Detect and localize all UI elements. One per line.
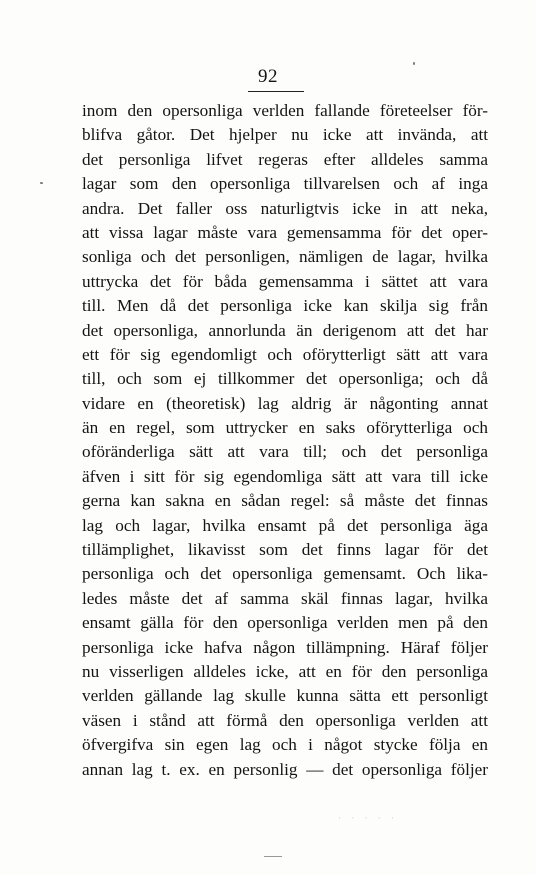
text-line: verlden gällande lag skulle kunna sätta ett personligt bbox=[82, 686, 488, 706]
text-line: annan lag t. ex. en personlig — det opersonliga följer bbox=[82, 759, 488, 779]
text-line: sonliga och det personligen, nämligen de lagar, hvilka bbox=[82, 247, 488, 267]
paper-speck bbox=[40, 182, 43, 184]
paper-speck bbox=[413, 62, 415, 65]
text-line: öfvergifva sin egen lag och i något stycke följa en bbox=[82, 735, 488, 755]
text-line: ensamt gälla för den opersonliga verlden men på den bbox=[82, 613, 488, 633]
text-line: personliga och det opersonliga gemensamt. Och lika- bbox=[82, 564, 488, 584]
text-line: nu visserligen alldeles icke, att en för den personliga bbox=[82, 661, 488, 681]
text-line: äfven i sitt för sig egendomliga sätt att vara till icke bbox=[82, 466, 488, 486]
bottom-mark bbox=[264, 856, 282, 857]
text-line: än en regel, som uttrycker en saks oförytterliga och bbox=[82, 418, 488, 438]
text-line: gerna kan sakna en sådan regel: så måste det finnas bbox=[82, 491, 488, 511]
body-text bbox=[82, 99, 488, 782]
text-line: det personliga lifvet regeras efter alldeles samma bbox=[82, 149, 488, 169]
text-line: att vissa lagar måste vara gemensamma för det oper- bbox=[82, 222, 488, 242]
header-rule bbox=[248, 91, 304, 92]
text-line: det opersonliga, annorlunda än derigenom att det har bbox=[82, 320, 488, 340]
paper-speckles: · · · · · bbox=[338, 813, 398, 823]
text-line: ett för sig egendomligt och oförytterligt sätt att vara bbox=[82, 344, 488, 364]
text-line: till, och som ej tillkommer det opersonliga; och då bbox=[82, 369, 488, 389]
text-line: väsen i stånd att förmå den opersonliga verlden att bbox=[82, 710, 488, 730]
text-line: personliga icke hafva någon tillämpning. Häraf följer bbox=[82, 637, 488, 657]
text-line: oföränderliga sätt att vara till; och det personliga bbox=[82, 442, 488, 462]
text-line: till. Men då det personliga icke kan skilja sig från bbox=[82, 296, 488, 316]
text-line: uttrycka det för båda gemensamma i sättet att vara bbox=[82, 271, 488, 291]
text-line: lag och lagar, hvilka ensamt på det personliga äga bbox=[82, 515, 488, 535]
text-line: tillämplighet, likavisst som det finns lagar för det bbox=[82, 540, 488, 560]
text-line: andra. Det faller oss naturligtvis icke in att neka, bbox=[82, 198, 488, 218]
text-line: vidare en (theoretisk) lag aldrig är någonting annat bbox=[82, 393, 488, 413]
page-number: 92 bbox=[258, 66, 278, 87]
text-line: ledes måste det af samma skäl finnas lagar, hvilka bbox=[82, 588, 488, 608]
text-line: lagar som den opersonliga tillvarelsen och af inga bbox=[82, 174, 488, 194]
text-line: blifva gåtor. Det hjelper nu icke att invända, att bbox=[82, 125, 488, 145]
text-line: inom den opersonliga verlden fallande företeelser för- bbox=[82, 101, 488, 120]
